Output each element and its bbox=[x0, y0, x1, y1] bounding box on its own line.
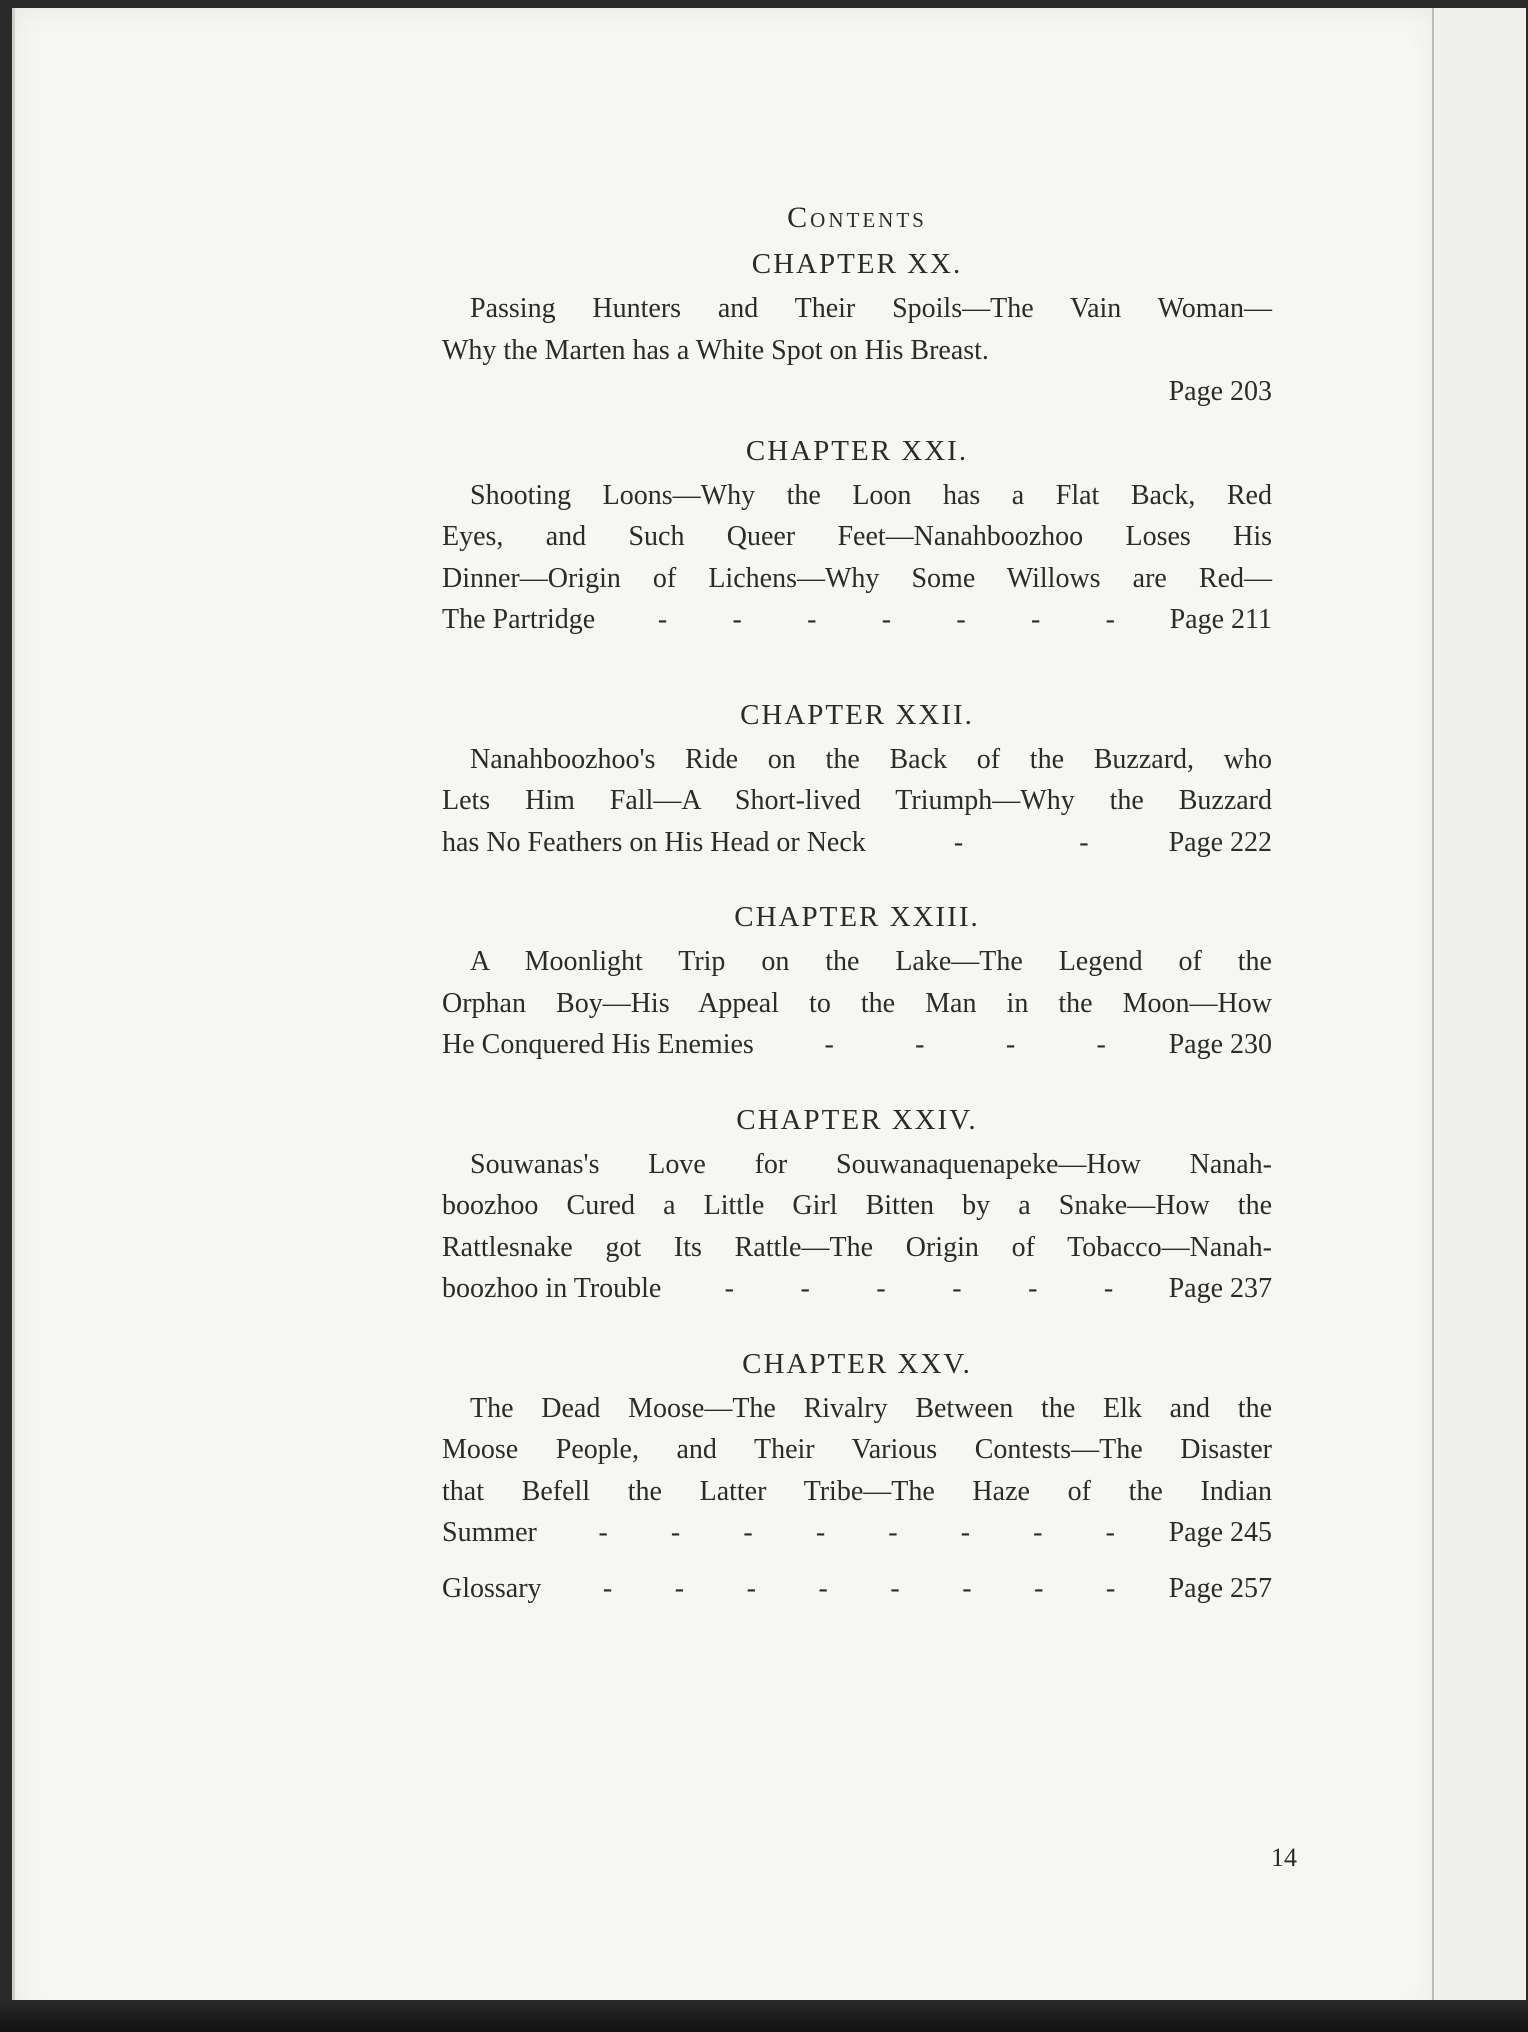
glossary-entry bbox=[442, 1568, 1272, 1610]
chapter-summary-line: has No Feathers on His Head or Neck bbox=[442, 826, 866, 858]
chapter-entry bbox=[442, 691, 1272, 864]
chapter-heading: CHAPTER XXI. bbox=[745, 434, 969, 467]
chapter-summary-line: Orphan Boy—His Appeal to the Man in the Moon—How bbox=[442, 987, 1272, 1019]
page-reference: Page 230 bbox=[1168, 1029, 1272, 1060]
leader-line bbox=[442, 1268, 1272, 1310]
dot-leader: - - bbox=[953, 826, 1089, 858]
leader-line bbox=[442, 822, 1272, 864]
page-reference: Page 257 bbox=[1168, 1572, 1272, 1604]
chapter-summary-line: The Partridge bbox=[442, 604, 596, 635]
chapter-entry bbox=[442, 240, 1272, 413]
contents-block bbox=[442, 188, 1297, 1872]
leader-line bbox=[442, 599, 1272, 641]
page-title: Contents bbox=[787, 201, 927, 234]
chapter-summary-line: that Befell the Latter Tribe—The Haze of the Indian bbox=[442, 1475, 1272, 1507]
chapter-heading: CHAPTER XXIV. bbox=[736, 1103, 978, 1136]
chapter-summary-line: Shooting Loons—Why the Loon has a Flat Back, Red bbox=[470, 479, 1272, 511]
chapter-summary-line: Why the Marten has a White Spot on His Breast. bbox=[442, 334, 989, 366]
scan-border bbox=[0, 2000, 1528, 2032]
dot-leader: - - - - - - - - bbox=[598, 1517, 1115, 1548]
page-reference: Page 203 bbox=[1168, 376, 1272, 407]
chapter-summary-line: Summer bbox=[442, 1517, 537, 1548]
chapter-summary-line: Lets Him Fall—A Short-lived Triumph—Why the Buzzard bbox=[442, 785, 1272, 816]
chapter-summary-line: Eyes, and Such Queer Feet—Nanahboozhoo Loses His bbox=[442, 521, 1272, 552]
chapter-heading: CHAPTER XXV. bbox=[742, 1347, 972, 1380]
chapter-summary-line: He Conquered His Enemies bbox=[442, 1029, 754, 1060]
chapter-heading: CHAPTER XXII. bbox=[740, 698, 974, 731]
chapter-entry bbox=[442, 427, 1272, 641]
dot-leader: - - - - - - - - bbox=[602, 1572, 1116, 1604]
glossary-label: Glossary bbox=[442, 1572, 542, 1604]
chapter-summary-line: boozhoo Cured a Little Girl Bitten by a Snake—How the bbox=[442, 1190, 1272, 1221]
chapter-summary-line: The Dead Moose—The Rivalry Between the Elk and the bbox=[470, 1392, 1272, 1424]
chapter-entry bbox=[442, 1096, 1272, 1310]
leader-line bbox=[442, 1024, 1272, 1066]
page-reference: Page 222 bbox=[1168, 826, 1272, 858]
book-page bbox=[12, 8, 1435, 2020]
facing-page-edge bbox=[1432, 8, 1526, 2020]
chapter-entry bbox=[442, 1340, 1272, 1554]
page-reference: Page 245 bbox=[1168, 1517, 1272, 1548]
page-reference: Page 211 bbox=[1169, 604, 1272, 635]
dot-leader: - - - - - - bbox=[724, 1273, 1114, 1304]
dot-leader: - - - - bbox=[824, 1029, 1106, 1060]
chapter-summary-line: Rattlesnake got Its Rattle—The Origin of Tobacco—Nanah- bbox=[442, 1231, 1272, 1263]
chapter-summary-line: Nanahboozhoo's Ride on the Back of the Buzzard, who bbox=[470, 743, 1272, 775]
chapter-heading: CHAPTER XX. bbox=[751, 248, 963, 280]
page-reference: Page 237 bbox=[1168, 1273, 1272, 1304]
chapter-entry bbox=[442, 893, 1272, 1066]
chapter-summary-line: Souwanas's Love for Souwanaquenapeke—How Nanah- bbox=[470, 1148, 1272, 1180]
page-number: 14 bbox=[1271, 1843, 1297, 1872]
chapter-summary-line: boozhoo in Trouble bbox=[442, 1273, 662, 1304]
chapter-summary-line: A Moonlight Trip on the Lake—The Legend of the bbox=[470, 946, 1272, 977]
chapter-summary-line: Dinner—Origin of Lichens—Why Some Willows are Red— bbox=[442, 562, 1272, 594]
chapter-summary-line: Passing Hunters and Their Spoils—The Vain Woman— bbox=[470, 293, 1272, 324]
leader-line bbox=[442, 1512, 1272, 1554]
dot-leader: - - - - - - - bbox=[657, 604, 1115, 635]
chapter-heading: CHAPTER XXIII. bbox=[734, 901, 980, 933]
chapter-summary-line: Moose People, and Their Various Contests—The Disaster bbox=[442, 1434, 1272, 1465]
